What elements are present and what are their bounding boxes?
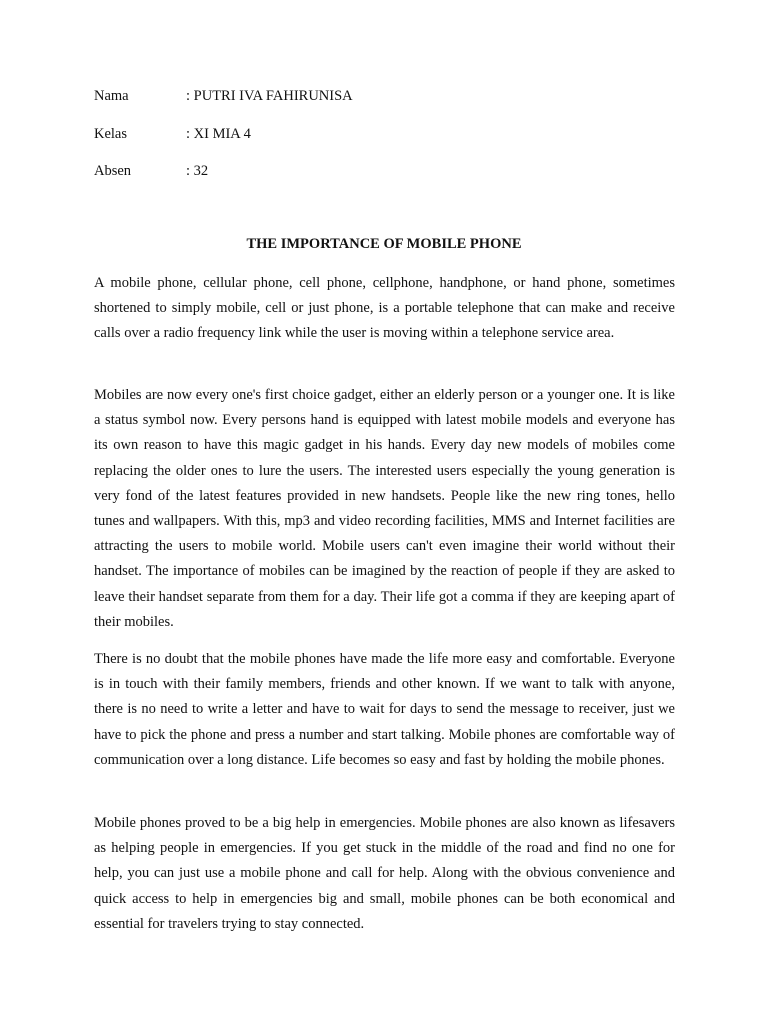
- info-label: Absen: [94, 163, 132, 179]
- document-title: THE IMPORTANCE OF MOBILE PHONE: [246, 236, 522, 252]
- info-row-kelas: [94, 125, 251, 143]
- info-value: : 32: [186, 163, 209, 179]
- paragraph-1: A mobile phone, cellular phone, cell phone, cellphone, handphone, or hand phone, sometimes shortened to simply mobile, cell or just phone, is a portable telephone that can make and receive calls over a radio frequency link while the user is moving within a telephone service area.: [94, 275, 675, 342]
- info-label: Kelas: [94, 126, 128, 142]
- info-label: Nama: [94, 88, 129, 104]
- info-row-absen: [94, 162, 208, 180]
- paragraph-2: Mobiles are now every one's first choice gadget, either an elderly person or a younger one. It is like a status symbol now. Every persons hand is equipped with latest mobile models and everyone has its own reason to have this magic gadget in his hands. Every day new models of mobiles come replacing the older ones to lure the users. The interested users especially the young generation is very fond of the latest features provided in new handsets. People like the new ring tones, hello tunes and wallpapers. With this, mp3 and video recording facilities, MMS and Internet facilities are attracting the users to mobile world. Mobile users can't even imagine their world without their handset. The importance of mobiles can be imagined by the reaction of people if they are asked to leave their handset separate from them for a day. Their life got a comma if they are keeping apart of their mobiles.: [94, 387, 675, 630]
- info-value: : PUTRI IVA FAHIRUNISA: [186, 88, 353, 104]
- info-row-nama: [94, 87, 353, 105]
- paragraph-3: There is no doubt that the mobile phones have made the life more easy and comfortable. Everyone is in touch with their family members, friends and other known. If we want to talk with anyone, there is no need to write a letter and have to wait for days to send the message to receiver, just we have to pick the phone and press a number and start talking. Mobile phones are comfortable way of communication over a long distance. Life becomes so easy and fast by holding the mobile phones.: [94, 651, 675, 768]
- info-value: : XI MIA 4: [186, 126, 251, 142]
- paragraph-4: Mobile phones proved to be a big help in emergencies. Mobile phones are also known as lifesavers as helping people in emergencies. If you get stuck in the middle of the road and find no one for help, you can just use a mobile phone and call for help. Along with the obvious convenience and quick access to help in emergencies big and small, mobile phones can be both economical and essential for travelers trying to stay connected.: [94, 815, 675, 932]
